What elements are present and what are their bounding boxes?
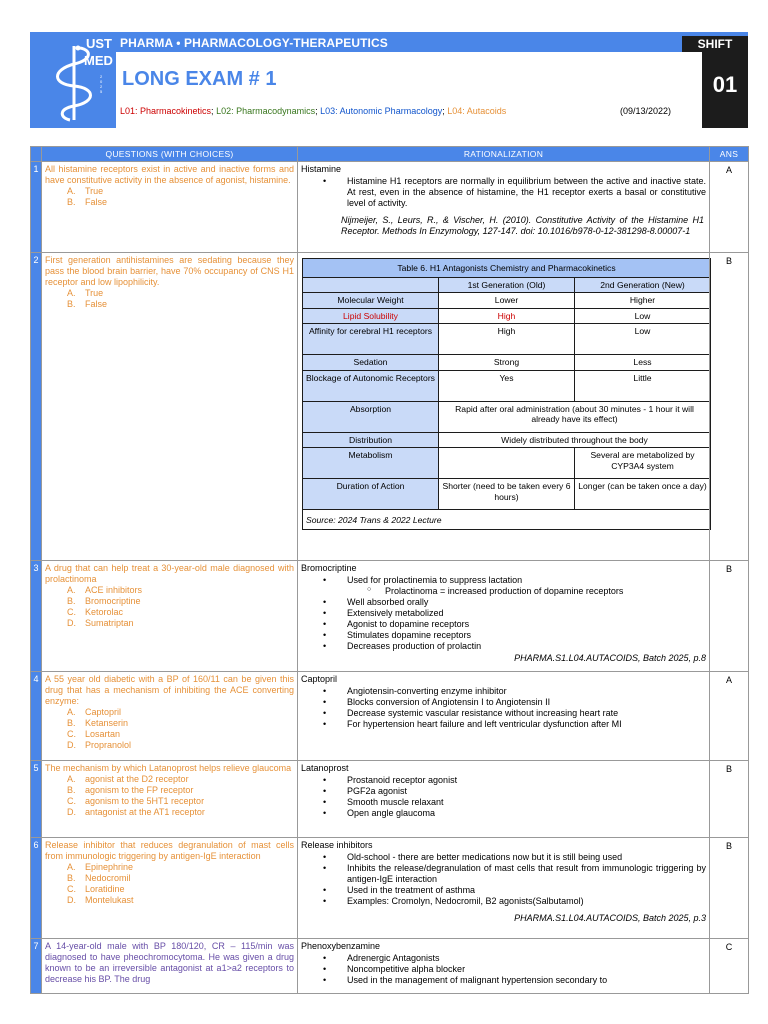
rationale-cell: [298, 838, 710, 939]
lecture-4: L04: Autacoids: [447, 106, 507, 116]
lecture-1: L01: Pharmacokinetics: [120, 106, 212, 116]
choice: A. True: [67, 287, 104, 298]
answer-header: ANS: [710, 147, 749, 162]
reference: Nijmeijer, S., Leurs, R., & Vischer, H. (2010). Constitutive Activity of the Histamine H1 Receptor. Methods In Enzymology, 127-147. doi: 10.1016/b978-0-12-381298-8.00007-1: [341, 214, 704, 236]
rationale-bullet: • Used in the treatment of asthma: [311, 885, 706, 896]
rationale-title: Phenoxybenzamine: [301, 941, 381, 951]
rationale-bullet: • Smooth muscle relaxant: [311, 797, 706, 808]
rationale-bullet: • Used in the management of malignant hypertension secondary to: [311, 975, 706, 986]
choice: C. Ketorolac: [67, 606, 124, 617]
question-cell: [42, 939, 298, 994]
question-number: 3: [31, 561, 42, 672]
question-text: A 55 year old diabetic with a BP of 160/11 can be given this drug that has a mechanism of inhibiting the ACE converting enzyme:: [45, 674, 294, 706]
question-number: 6: [31, 838, 42, 939]
rationale-bullets: [311, 953, 706, 986]
questions-table: [30, 146, 749, 994]
rationale-bullets: [311, 575, 706, 652]
second-gen-value: Low: [575, 308, 711, 323]
rationale-bullet: • Angiotensin-converting enzyme inhibitor: [311, 686, 706, 697]
row-label: Duration of Action: [303, 479, 439, 510]
svg-text:5: 5: [100, 89, 103, 94]
choice: D. Sumatriptan: [67, 617, 134, 628]
table-row: [31, 838, 749, 939]
exam-header: [30, 32, 748, 128]
first-gen-value: [439, 448, 575, 479]
choice: B. Bromocriptine: [67, 595, 141, 606]
num-header: [31, 147, 42, 162]
answer: A: [710, 672, 749, 761]
rationale-bullets: [311, 686, 706, 730]
question-number: 5: [31, 761, 42, 838]
rationale-bullet: • Noncompetitive alpha blocker: [311, 964, 706, 975]
rationale-bullet: • PGF2a agonist: [311, 786, 706, 797]
rationale-bullets: [311, 775, 706, 819]
merged-value: Rapid after oral administration (about 30 minutes - 1 hour it will already have its effect): [439, 401, 711, 432]
first-gen-value: High: [439, 308, 575, 323]
choice: B. False: [67, 196, 108, 207]
rationale-sub-bullet: ○ Prolactinoma = increased production of dopamine receptors: [311, 586, 706, 597]
choice: B. Nedocromil: [67, 872, 131, 883]
question-text: All histamine receptors exist in active and inactive forms and have constitutive activity in the absence of agonist, histamine.: [45, 164, 294, 185]
choice-list: [67, 862, 294, 906]
merged-value: Widely distributed throughout the body: [439, 432, 711, 447]
svg-text:MED: MED: [84, 53, 113, 68]
choice: A. agonist at the D2 receptor: [67, 773, 189, 784]
row-label: Affinity for cerebral H1 receptors: [303, 324, 439, 355]
rationale-bullet: • Agonist to dopamine receptors: [311, 619, 706, 630]
row-label: Absorption: [303, 401, 439, 432]
rationale-bullets: [311, 176, 706, 209]
rationale-cell: [298, 761, 710, 838]
ust-med-logo: [34, 34, 114, 124]
answer: B: [710, 253, 749, 561]
rationale-bullet: • Adrenergic Antagonists: [311, 953, 706, 964]
question-cell: [42, 253, 298, 561]
rationale-cell: [298, 253, 710, 561]
rationale-cell: [298, 672, 710, 761]
rationale-title: Histamine: [301, 164, 342, 174]
question-cell: [42, 561, 298, 672]
choice: A. Epinephrine: [67, 861, 134, 872]
table-row: [31, 162, 749, 253]
choice-list: [67, 707, 294, 751]
question-number: 1: [31, 162, 42, 253]
first-gen-value: Lower: [439, 293, 575, 308]
question-number: 2: [31, 253, 42, 561]
table-row: [31, 672, 749, 761]
choice: C. Losartan: [67, 728, 121, 739]
question-text: A 14-year-old male with BP 180/120, CR – 115/min was diagnosed to have pheochromocytoma. He was given a drug known to be an irreversible antagonist at a1>a2 receptors to decrease his BP. The drug: [45, 941, 294, 984]
shift-label: SHIFT: [682, 36, 748, 52]
rationale-bullet: • Examples: Cromolyn, Nedocromil, B2 agonists(Salbutamol): [311, 896, 706, 907]
rationalization-header: RATIONALIZATION: [298, 147, 710, 162]
second-gen-value: Less: [575, 355, 711, 370]
answer: B: [710, 561, 749, 672]
lecture-3: L03: Autonomic Pharmacology: [320, 106, 443, 116]
exam-title: LONG EXAM # 1: [122, 68, 277, 90]
second-gen-value: Higher: [575, 293, 711, 308]
rationale-title: Captopril: [301, 674, 338, 684]
choice: D. Propranolol: [67, 739, 132, 750]
second-gen-value: Low: [575, 324, 711, 355]
table-row: [31, 253, 749, 561]
citation: PHARMA.S1.L04.AUTACOIDS, Batch 2025, p.3: [514, 912, 706, 923]
table-row: [31, 561, 749, 672]
table-row: [31, 939, 749, 994]
col-header-first-gen: 1st Generation (Old): [439, 278, 575, 293]
second-gen-value: Longer (can be taken once a day): [575, 479, 711, 510]
row-label: Metabolism: [303, 448, 439, 479]
inner-table-caption: Table 6. H1 Antagonists Chemistry and Pharmacokinetics: [303, 259, 711, 278]
row-label: Blockage of Autonomic Receptors: [303, 370, 439, 401]
choice-list: [67, 774, 294, 818]
exam-date: (09/13/2022): [620, 106, 672, 116]
row-label: Distribution: [303, 432, 439, 447]
svg-text:2: 2: [100, 74, 103, 79]
choice: A. ACE inhibitors: [67, 584, 143, 595]
question-text: First generation antihistamines are sedating because they pass the blood brain barrier, have 70% occupancy of CNS H1 receptor and low lipophilicity.: [45, 255, 294, 287]
rationale-bullet: • Old-school - there are better medications now but it is still being used: [311, 852, 706, 863]
empty-corner: [303, 278, 439, 293]
rationale-title: Latanoprost: [301, 763, 349, 773]
choice-list: [67, 585, 294, 629]
answer: B: [710, 761, 749, 838]
rationale-cell: [298, 939, 710, 994]
question-text: Release inhibitor that reduces degranulation of mast cells from immunologic triggering by antigen-IgE interaction: [45, 840, 294, 861]
col-header-second-gen: 2nd Generation (New): [575, 278, 711, 293]
question-cell: [42, 162, 298, 253]
rationale-bullet: • Used for prolactinemia to suppress lactation: [311, 575, 706, 586]
lecture-2: L02: Pharmacodynamics: [216, 106, 316, 116]
questions-header: QUESTIONS (WITH CHOICES): [42, 147, 298, 162]
question-number: 7: [31, 939, 42, 994]
question-text: The mechanism by which Latanoprost helps relieve glaucoma: [45, 763, 292, 773]
rationale-cell: [298, 162, 710, 253]
subject-title: PHARMA • PHARMACOLOGY-THERAPEUTICS: [120, 36, 388, 50]
lecture-list: L01: Pharmacokinetics; L02: Pharmacodynamics; L03: Autonomic Pharmacology; L04: Autacoids: [120, 106, 507, 116]
question-cell: [42, 761, 298, 838]
first-gen-value: Strong: [439, 355, 575, 370]
svg-text:UST: UST: [86, 36, 112, 51]
choice: A. True: [67, 185, 104, 196]
rationale-bullet: • For hypertension heart failure and left ventricular dysfunction after MI: [311, 719, 706, 730]
rationale-title: Bromocriptine: [301, 563, 357, 573]
choice: D. antagonist at the AT1 receptor: [67, 806, 205, 817]
rationale-bullet: • Stimulates dopamine receptors: [311, 630, 706, 641]
rationale-title: Release inhibitors: [301, 840, 373, 850]
rationale-bullet: • Prostanoid receptor agonist: [311, 775, 706, 786]
answer: C: [710, 939, 749, 994]
row-label: Sedation: [303, 355, 439, 370]
question-text: A drug that can help treat a 30-year-old male diagnosed with prolactinoma: [45, 563, 294, 584]
rationale-bullet: • Inhibits the release/degranulation of mast cells that result from immunologic triggering by antigen-IgE interaction: [311, 863, 706, 885]
answer: A: [710, 162, 749, 253]
row-label: Molecular Weight: [303, 293, 439, 308]
first-gen-value: Yes: [439, 370, 575, 401]
choice: B. False: [67, 298, 108, 309]
rationale-bullet: • Open angle glaucoma: [311, 808, 706, 819]
question-number: 4: [31, 672, 42, 761]
second-gen-value: Little: [575, 370, 711, 401]
rationale-bullets: [311, 852, 706, 907]
first-gen-value: High: [439, 324, 575, 355]
choice: A. Captopril: [67, 706, 122, 717]
choice: B. agonism to the FP receptor: [67, 784, 194, 795]
table-header-row: [31, 147, 749, 162]
svg-text:2: 2: [100, 84, 103, 89]
answer: B: [710, 838, 749, 939]
choice: B. Ketanserin: [67, 717, 129, 728]
choice: D. Montelukast: [67, 894, 134, 905]
rationale-cell: [298, 561, 710, 672]
h1-antagonists-table: [302, 258, 711, 530]
table-row: [31, 761, 749, 838]
choice: C. Loratidine: [67, 883, 125, 894]
choice-list: [67, 186, 294, 208]
svg-text:0: 0: [100, 79, 103, 84]
rationale-bullet: • Decreases production of prolactin: [311, 641, 706, 652]
rationale-bullet: • Decrease systemic vascular resistance without increasing heart rate: [311, 708, 706, 719]
shift-number: 01: [712, 72, 738, 97]
rationale-bullet: • Blocks conversion of Angiotensin I to Angiotensin II: [311, 697, 706, 708]
rationale-bullet: • Well absorbed orally: [311, 597, 706, 608]
inner-table-source: Source: 2024 Trans & 2022 Lecture: [303, 510, 711, 530]
second-gen-value: Several are metabolized by CYP3A4 system: [575, 448, 711, 479]
first-gen-value: Shorter (need to be taken every 6 hours): [439, 479, 575, 510]
row-label: Lipid Solubility: [303, 308, 439, 323]
rationale-bullet: • Histamine H1 receptors are normally in equilibrium between the active and inactive state. At rest, even in the absence of histamine, the H1 receptor exerts a basal or constitutive level of activity.: [311, 176, 706, 209]
citation: PHARMA.S1.L04.AUTACOIDS, Batch 2025, p.8: [514, 652, 706, 663]
choice-list: [67, 288, 294, 310]
rationale-bullet: • Extensively metabolized: [311, 608, 706, 619]
choice: C. agonism to the 5HT1 receptor: [67, 795, 205, 806]
question-cell: [42, 672, 298, 761]
question-cell: [42, 838, 298, 939]
